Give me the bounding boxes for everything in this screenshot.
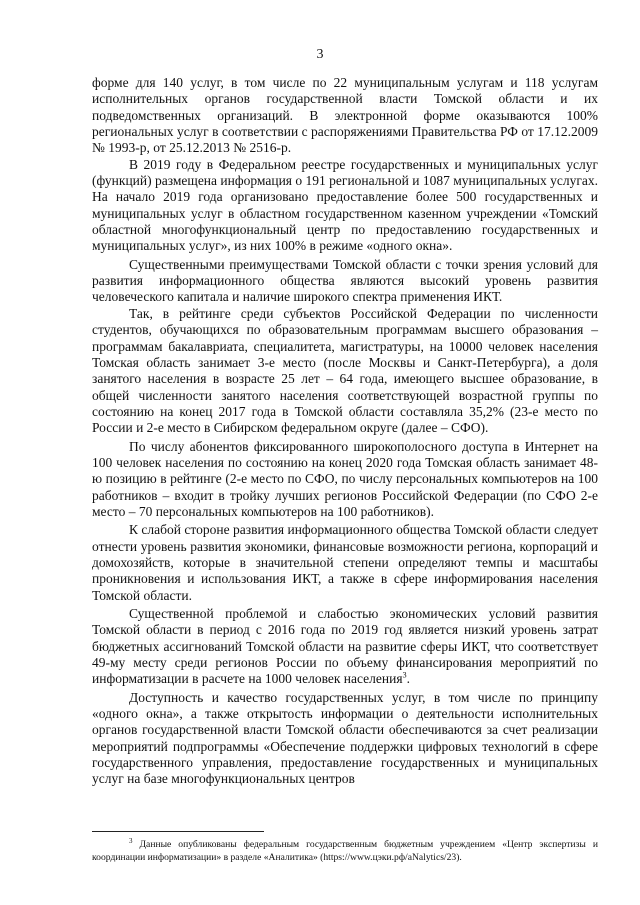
footnote-separator — [92, 831, 264, 832]
paragraph-5: По числу абонентов фиксированного широкополосного доступа в Интернет на 100 человек населения по состоянию на конец 2020 года Томская область занимает 48-ю позицию в рейтинге (2-е место по СФО, по числу персональных компьютеров на 100 работников – входит в тройку лучших регионов Российской Федерации (по СФО 2-е место – 70 персональных компьютеров на 100 работников). — [92, 438, 598, 519]
footnote — [92, 838, 598, 864]
footnote-text: Данные опубликованы федеральным государственным бюджетным учреждением «Центр экспертизы и координации информатизации» в разделе «Аналитика» (https://www.цэки.рф/aNalytics/23). — [92, 839, 598, 863]
paragraph-6: К слабой стороне развития информационного общества Томской области следует отнести уровень развития экономики, финансовые возможности региона, корпораций и домохозяйств, которые в значительной степени определяют темпы и масштабы проникновения и использования ИКТ, а также в сфере информирования населения Томской области. — [92, 522, 598, 603]
paragraph-7 — [92, 606, 598, 688]
paragraph-8: Доступность и качество государственных услуг, в том числе по принципу «одного окна», а также открытость информации о деятельности исполнительных органов государственной власти Томской области обеспечиваются за счет реализации мероприятий подпрограммы «Обеспечение поддержки цифровых технологий в сфере государственного управления, предоставление государственных и муниципальных услуг на базе многофункциональных центров — [92, 689, 598, 787]
paragraph-4: Так, в рейтинге среди субъектов Российской Федерации по численности студентов, обучающихся по образовательным программам высшего образования – программам бакалавриата, специалитета, магистратуры, на 10000 человек населения Томская область занимает 3-е место (после Москвы и Санкт-Петербурга), а доля занятого населения в возрасте 25 лет – 64 года, имеющего высшее образование, в общей численности занятого населения соответствующей возрастной группы по состоянию на конец 2017 года в Томской области составляла 35,2% (23-е место по России и 2-е место в Сибирском федеральном округе (далее – СФО). — [92, 305, 598, 436]
footnote-reference: 3 — [402, 670, 407, 680]
body-text — [92, 75, 598, 788]
page-number: 3 — [316, 47, 324, 62]
paragraph-3: Существенными преимуществами Томской области с точки зрения условий для развития информационного общества являются высокий уровень развития человеческого капитала и наличие широкого спектра применения ИКТ. — [92, 256, 598, 305]
footnote-marker: 3 — [129, 836, 133, 845]
paragraph-7-end: . — [406, 671, 410, 687]
paragraph-7-text: Существенной проблемой и слабостью экономических условий развития Томской области в период с 2016 года по 2019 год является низкий уровень затрат бюджетных ассигнований Томской области на развитие сферы ИКТ, что соответствует 49-му месту среди регионов России по объему финансирования мероприятий по информатизации в расчете на 1000 человек населения — [92, 606, 598, 687]
paragraph-2: В 2019 году в Федеральном реестре государственных и муниципальных услуг (функций) размещена информация о 191 региональной и 1087 муниципальных услугах. На начало 2019 года организовано предоставление более 500 государственных и муниципальных услуг в областном государственном казенном учреждении «Томский областной многофункциональный центр по предоставлению государственных и муниципальных услуг», из них 100% в режиме «одного окна». — [92, 156, 598, 254]
footnote-indent — [92, 839, 129, 850]
paragraph-1: форме для 140 услуг, в том числе по 22 муниципальным услугам и 118 услугам исполнительных органов государственной власти Томской области и их подведомственных организаций. В электронной форме оказываются 100% региональных услуг в соответствии с распоряжениями Правительства РФ от 17.12.2009 № 1993-р, от 25.12.2013 № 2516-р. — [92, 75, 598, 156]
